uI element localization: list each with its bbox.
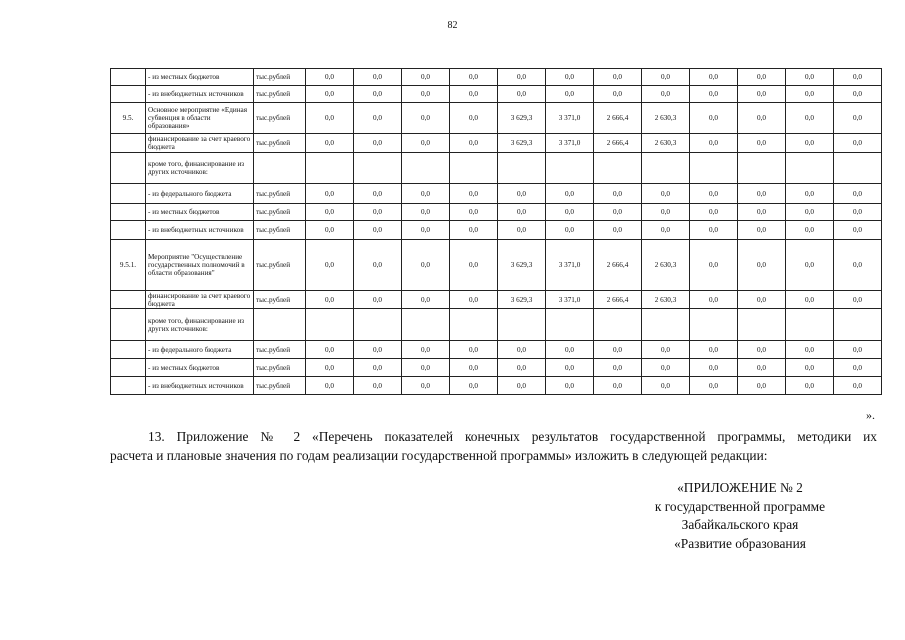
appendix-heading — [620, 479, 860, 553]
row-value: 0,0 — [354, 240, 402, 291]
row-value: 2 666,4 — [594, 291, 642, 309]
row-value — [786, 309, 834, 341]
row-code — [111, 341, 146, 359]
row-value: 0,0 — [738, 103, 786, 134]
row-value: 0,0 — [306, 291, 354, 309]
row-value: 0,0 — [594, 86, 642, 103]
row-value: 0,0 — [738, 291, 786, 309]
row-value: 0,0 — [834, 341, 882, 359]
row-value: 0,0 — [834, 359, 882, 377]
row-unit — [254, 309, 306, 341]
row-code — [111, 153, 146, 184]
row-value: 3 371,0 — [546, 240, 594, 291]
row-value: 0,0 — [354, 86, 402, 103]
row-value: 0,0 — [786, 359, 834, 377]
row-value: 0,0 — [642, 377, 690, 395]
table-row — [111, 103, 882, 134]
row-value — [594, 153, 642, 184]
row-value: 0,0 — [738, 359, 786, 377]
row-code — [111, 377, 146, 395]
row-unit: тыс.рублей — [254, 134, 306, 153]
row-value: 0,0 — [738, 184, 786, 204]
row-value: 0,0 — [690, 184, 738, 204]
row-code — [111, 309, 146, 341]
row-unit: тыс.рублей — [254, 291, 306, 309]
row-name: Основное мероприятие «Единая субвенция в области образования» — [146, 103, 254, 134]
row-value: 2 630,3 — [642, 240, 690, 291]
row-value: 0,0 — [786, 204, 834, 221]
row-value: 0,0 — [498, 377, 546, 395]
row-value: 0,0 — [834, 134, 882, 153]
row-value: 0,0 — [642, 359, 690, 377]
row-value: 0,0 — [834, 184, 882, 204]
row-value: 0,0 — [594, 184, 642, 204]
row-value: 0,0 — [834, 69, 882, 86]
row-value: 0,0 — [306, 204, 354, 221]
row-value: 0,0 — [786, 341, 834, 359]
row-value: 0,0 — [402, 377, 450, 395]
row-value: 0,0 — [306, 184, 354, 204]
row-value: 0,0 — [450, 103, 498, 134]
row-value: 0,0 — [354, 204, 402, 221]
table-row — [111, 341, 882, 359]
row-name: - из федерального бюджета — [146, 341, 254, 359]
row-name: Мероприятие "Осуществление государственных полномочий в области образования" — [146, 240, 254, 291]
row-value — [306, 153, 354, 184]
row-value — [306, 309, 354, 341]
row-value: 0,0 — [546, 69, 594, 86]
row-value: 0,0 — [546, 359, 594, 377]
row-code — [111, 134, 146, 153]
row-value: 3 371,0 — [546, 291, 594, 309]
row-code: 9.5. — [111, 103, 146, 134]
row-value: 2 666,4 — [594, 103, 642, 134]
appendix-title: «ПРИЛОЖЕНИЕ № 2 — [677, 480, 803, 495]
row-unit: тыс.рублей — [254, 184, 306, 204]
row-name: - из местных бюджетов — [146, 69, 254, 86]
row-name: - из федерального бюджета — [146, 184, 254, 204]
row-code — [111, 69, 146, 86]
row-value: 0,0 — [354, 69, 402, 86]
row-value — [594, 309, 642, 341]
table-row — [111, 240, 882, 291]
row-value: 3 371,0 — [546, 134, 594, 153]
row-value: 2 666,4 — [594, 240, 642, 291]
row-value: 0,0 — [786, 86, 834, 103]
row-value: 0,0 — [450, 291, 498, 309]
row-name: кроме того, финансирование из других источников: — [146, 309, 254, 341]
row-value: 0,0 — [786, 103, 834, 134]
paragraph-line-1: 13. Приложение № 2 «Перечень показателей конечных результатов государственной программы, методики их — [148, 429, 877, 444]
row-value: 2 630,3 — [642, 103, 690, 134]
table-row — [111, 291, 882, 309]
row-value — [354, 309, 402, 341]
row-value: 0,0 — [690, 86, 738, 103]
table-row — [111, 86, 882, 103]
row-value: 3 629,3 — [498, 291, 546, 309]
row-value — [738, 153, 786, 184]
row-value: 0,0 — [834, 204, 882, 221]
row-unit: тыс.рублей — [254, 240, 306, 291]
row-value: 0,0 — [402, 341, 450, 359]
row-unit: тыс.рублей — [254, 359, 306, 377]
row-value: 0,0 — [738, 86, 786, 103]
row-value — [402, 153, 450, 184]
row-value: 0,0 — [402, 86, 450, 103]
row-value: 0,0 — [834, 221, 882, 240]
row-value: 2 666,4 — [594, 134, 642, 153]
row-value — [690, 153, 738, 184]
row-code — [111, 184, 146, 204]
row-value: 0,0 — [498, 184, 546, 204]
row-value: 0,0 — [690, 359, 738, 377]
row-value: 0,0 — [642, 221, 690, 240]
row-value: 0,0 — [546, 221, 594, 240]
appendix-line: «Развитие образования — [674, 535, 806, 551]
row-value: 0,0 — [402, 103, 450, 134]
row-value: 0,0 — [594, 69, 642, 86]
row-value: 0,0 — [786, 134, 834, 153]
table-row — [111, 204, 882, 221]
row-value: 0,0 — [450, 204, 498, 221]
row-value — [354, 153, 402, 184]
row-value: 0,0 — [450, 69, 498, 86]
row-value: 0,0 — [642, 204, 690, 221]
row-code — [111, 86, 146, 103]
row-unit: тыс.рублей — [254, 341, 306, 359]
row-name: - из местных бюджетов — [146, 359, 254, 377]
row-unit — [254, 153, 306, 184]
row-value: 0,0 — [450, 359, 498, 377]
row-value: 0,0 — [690, 69, 738, 86]
row-value — [642, 309, 690, 341]
row-value: 0,0 — [642, 341, 690, 359]
row-value: 0,0 — [834, 291, 882, 309]
row-value: 0,0 — [690, 221, 738, 240]
row-value: 0,0 — [834, 86, 882, 103]
row-code — [111, 359, 146, 377]
row-value: 0,0 — [738, 69, 786, 86]
row-value: 0,0 — [786, 291, 834, 309]
row-value: 0,0 — [354, 341, 402, 359]
table-row — [111, 309, 882, 341]
row-value — [546, 153, 594, 184]
row-value: 0,0 — [546, 86, 594, 103]
row-code — [111, 291, 146, 309]
row-value: 0,0 — [690, 204, 738, 221]
row-name: - из местных бюджетов — [146, 204, 254, 221]
table-row — [111, 221, 882, 240]
row-value: 0,0 — [354, 377, 402, 395]
row-value — [450, 153, 498, 184]
closing-quote: ». — [866, 408, 875, 422]
row-value: 3 629,3 — [498, 240, 546, 291]
row-value: 0,0 — [450, 221, 498, 240]
row-value: 0,0 — [642, 69, 690, 86]
table-row — [111, 69, 882, 86]
row-value: 0,0 — [738, 240, 786, 291]
paragraph-line-2: расчета и плановые значения по годам реализации государственной программы» изложить в следующей редакции: — [110, 448, 768, 463]
row-value: 0,0 — [738, 134, 786, 153]
table-row — [111, 359, 882, 377]
row-value: 0,0 — [354, 221, 402, 240]
row-value: 0,0 — [354, 134, 402, 153]
row-value: 0,0 — [546, 377, 594, 395]
row-value: 0,0 — [594, 377, 642, 395]
row-name: финансирование за счет краевого бюджета — [146, 134, 254, 153]
row-value: 0,0 — [306, 341, 354, 359]
appendix-line: к государственной программе — [654, 498, 826, 514]
row-unit: тыс.рублей — [254, 221, 306, 240]
row-code: 9.5.1. — [111, 240, 146, 291]
row-value — [834, 309, 882, 341]
row-value: 0,0 — [690, 103, 738, 134]
row-value: 0,0 — [690, 341, 738, 359]
row-value: 0,0 — [402, 291, 450, 309]
row-name: - из внебюджетных источников — [146, 221, 254, 240]
row-value: 0,0 — [690, 291, 738, 309]
row-value: 0,0 — [450, 240, 498, 291]
row-name: - из внебюджетных источников — [146, 377, 254, 395]
row-value: 0,0 — [402, 134, 450, 153]
row-value: 2 630,3 — [642, 291, 690, 309]
row-value: 0,0 — [498, 341, 546, 359]
row-value: 0,0 — [498, 221, 546, 240]
row-value — [450, 309, 498, 341]
row-value — [642, 153, 690, 184]
row-value: 3 629,3 — [498, 134, 546, 153]
row-value: 0,0 — [546, 341, 594, 359]
row-value: 0,0 — [306, 377, 354, 395]
row-value: 0,0 — [834, 240, 882, 291]
appendix-line: Забайкальского края — [681, 517, 799, 532]
row-value — [834, 153, 882, 184]
row-value — [738, 309, 786, 341]
row-value: 0,0 — [546, 184, 594, 204]
row-value: 3 371,0 — [546, 103, 594, 134]
row-value: 0,0 — [834, 103, 882, 134]
row-value: 0,0 — [642, 86, 690, 103]
row-value: 0,0 — [546, 204, 594, 221]
row-value: 0,0 — [450, 86, 498, 103]
row-value: 0,0 — [498, 204, 546, 221]
row-value: 0,0 — [354, 184, 402, 204]
row-value: 0,0 — [786, 221, 834, 240]
row-value: 0,0 — [354, 103, 402, 134]
row-value: 0,0 — [450, 134, 498, 153]
row-code — [111, 221, 146, 240]
row-value: 0,0 — [786, 240, 834, 291]
row-value: 0,0 — [306, 221, 354, 240]
row-value: 0,0 — [594, 221, 642, 240]
row-value: 0,0 — [786, 184, 834, 204]
table-row — [111, 184, 882, 204]
row-value: 0,0 — [594, 204, 642, 221]
row-value: 0,0 — [306, 359, 354, 377]
row-value: 3 629,3 — [498, 103, 546, 134]
row-value: 0,0 — [450, 341, 498, 359]
row-value: 0,0 — [594, 341, 642, 359]
row-value — [498, 309, 546, 341]
row-value: 0,0 — [450, 184, 498, 204]
row-name: финансирование за счет краевого бюджета — [146, 291, 254, 309]
row-value: 0,0 — [690, 377, 738, 395]
row-value — [498, 153, 546, 184]
row-unit: тыс.рублей — [254, 86, 306, 103]
row-value: 0,0 — [738, 204, 786, 221]
row-value: 0,0 — [402, 69, 450, 86]
row-value: 0,0 — [402, 359, 450, 377]
row-value: 0,0 — [738, 377, 786, 395]
row-value: 0,0 — [834, 377, 882, 395]
row-value: 0,0 — [450, 377, 498, 395]
row-unit: тыс.рублей — [254, 69, 306, 86]
row-value: 0,0 — [786, 377, 834, 395]
table-row — [111, 134, 882, 153]
row-name: кроме того, финансирование из других источников: — [146, 153, 254, 184]
table-row — [111, 377, 882, 395]
row-value — [690, 309, 738, 341]
table-body — [111, 69, 882, 395]
budget-table — [110, 68, 882, 395]
row-value: 0,0 — [498, 359, 546, 377]
row-value — [402, 309, 450, 341]
row-value: 0,0 — [306, 134, 354, 153]
row-value: 0,0 — [306, 240, 354, 291]
row-value: 0,0 — [738, 221, 786, 240]
row-value: 0,0 — [690, 240, 738, 291]
row-unit: тыс.рублей — [254, 204, 306, 221]
row-value: 0,0 — [306, 86, 354, 103]
row-value — [546, 309, 594, 341]
row-value: 0,0 — [642, 184, 690, 204]
row-value: 0,0 — [354, 291, 402, 309]
row-value: 0,0 — [690, 134, 738, 153]
row-name: - из внебюджетных источников — [146, 86, 254, 103]
row-value: 0,0 — [594, 359, 642, 377]
row-value: 0,0 — [306, 69, 354, 86]
row-value: 0,0 — [402, 184, 450, 204]
row-value: 0,0 — [498, 69, 546, 86]
row-value: 0,0 — [402, 240, 450, 291]
row-value: 0,0 — [354, 359, 402, 377]
row-value: 0,0 — [738, 341, 786, 359]
row-value: 0,0 — [402, 221, 450, 240]
row-value: 0,0 — [786, 69, 834, 86]
row-value: 0,0 — [402, 204, 450, 221]
row-value: 2 630,3 — [642, 134, 690, 153]
table-row — [111, 153, 882, 184]
page-number: 82 — [447, 20, 458, 31]
row-value: 0,0 — [306, 103, 354, 134]
row-code — [111, 204, 146, 221]
row-unit: тыс.рублей — [254, 377, 306, 395]
row-value: 0,0 — [498, 86, 546, 103]
row-value — [786, 153, 834, 184]
row-unit: тыс.рублей — [254, 103, 306, 134]
